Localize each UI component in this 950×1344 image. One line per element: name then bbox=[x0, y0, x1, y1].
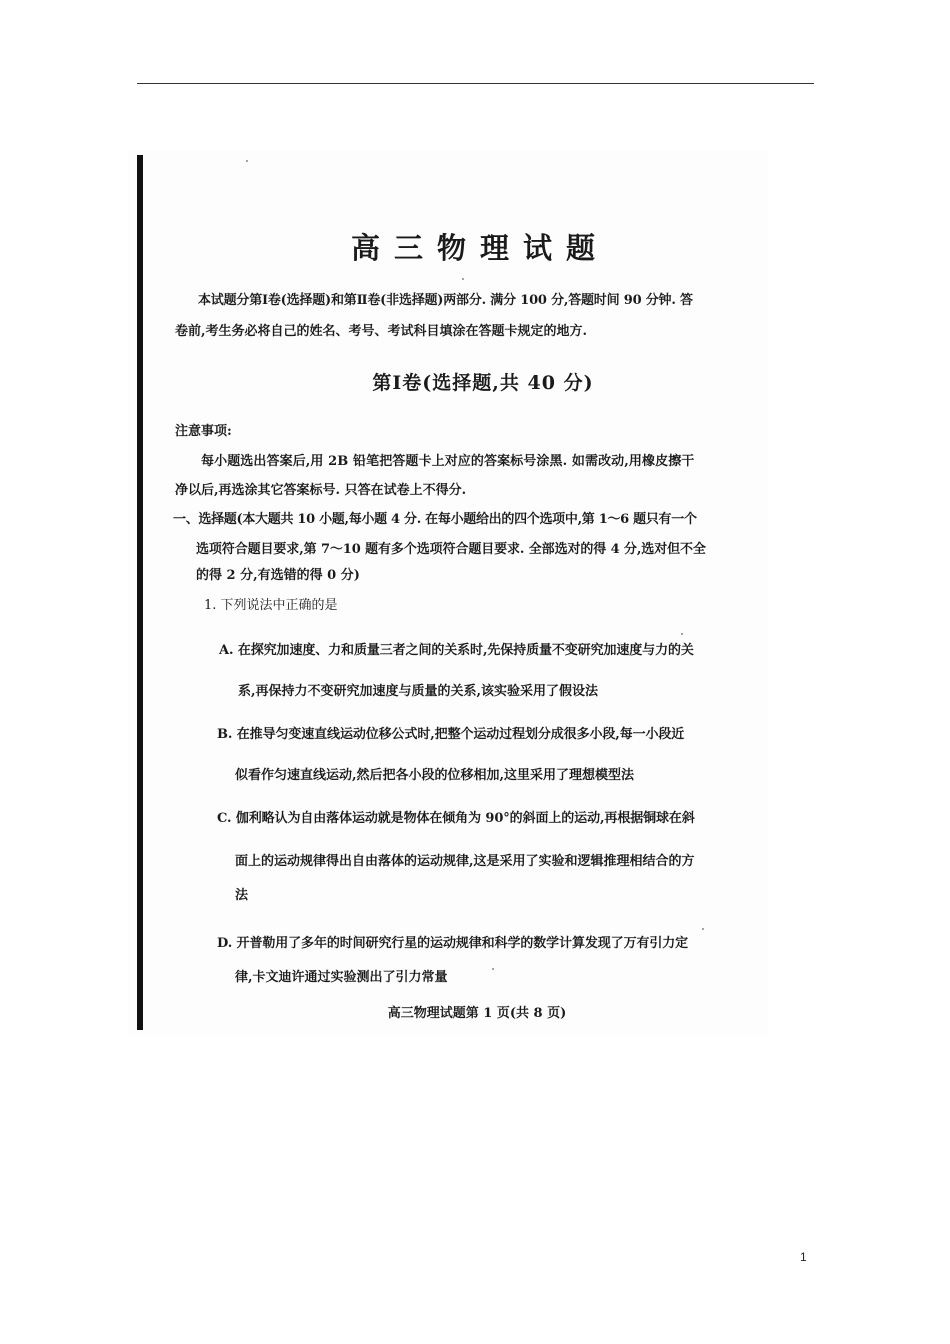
notice-heading: 注意事项: bbox=[175, 424, 232, 439]
intro-line: 卷前,考生务必将自己的姓名、考号、考试科目填涂在答题卡规定的地方. bbox=[175, 324, 588, 339]
scanned-exam-page bbox=[128, 150, 768, 1035]
scan-page-footer: 高三物理试题第 1 页(共 8 页) bbox=[387, 1006, 567, 1021]
option-a-continued: 系,再保持力不变研究加速度与质量的关系,该实验采用了假设法 bbox=[238, 684, 599, 699]
scan-speck bbox=[681, 633, 683, 635]
option-b-continued: 似看作匀速直线运动,然后把各小段的位移相加,这里采用了理想模型法 bbox=[235, 768, 635, 783]
option-b: B. 在推导匀变速直线运动位移公式时,把整个运动过程划分成很多小段,每一小段近 bbox=[217, 727, 685, 742]
part-one-instructions: 的得 2 分,有选错的得 0 分) bbox=[196, 568, 360, 583]
scan-speck bbox=[246, 160, 248, 162]
scan-speck bbox=[702, 928, 704, 930]
option-d-continued: 律,卡文迪许通过实验测出了引力常量 bbox=[235, 970, 448, 985]
exam-title: 高三物理试题 bbox=[350, 231, 609, 265]
intro-line: 本试题分第Ⅰ卷(选择题)和第Ⅱ卷(非选择题)两部分. 满分 100 分,答题时间 90 分钟. 答 bbox=[198, 293, 693, 308]
question-1-stem: 1. 下列说法中正确的是 bbox=[204, 598, 338, 613]
scan-speck bbox=[462, 278, 464, 280]
page-number: 1 bbox=[800, 1250, 807, 1264]
section-title: 第Ⅰ卷(选择题,共 40 分) bbox=[372, 372, 594, 394]
option-d: D. 开普勒用了多年的时间研究行星的运动规律和科学的数学计算发现了万有引力定 bbox=[217, 936, 689, 951]
option-c-continued: 面上的运动规律得出自由落体的运动规律,这是采用了实验和逻辑推理相结合的方 bbox=[235, 854, 695, 869]
notice-line: 净以后,再选涂其它答案标号. 只答在试卷上不得分. bbox=[175, 483, 467, 498]
header-rule bbox=[137, 83, 814, 84]
part-one-instructions: 选项符合题目要求,第 7～10 题有多个选项符合题目要求. 全部选对的得 4 分,选对但不全 bbox=[196, 542, 706, 557]
option-a: A. 在探究加速度、力和质量三者之间的关系时,先保持质量不变研究加速度与力的关 bbox=[219, 643, 694, 658]
option-c-continued: 法 bbox=[235, 888, 249, 903]
notice-line: 每小题选出答案后,用 2B 铅笔把答题卡上对应的答案标号涂黑. 如需改动,用橡皮擦干 bbox=[201, 454, 695, 469]
option-c: C. 伽利略认为自由落体运动就是物体在倾角为 90°的斜面上的运动,再根据铜球在斜 bbox=[217, 811, 695, 826]
part-one-instructions: 一、选择题(本大题共 10 小题,每小题 4 分. 在每小题给出的四个选项中,第 1～6 题只有一个 bbox=[173, 512, 697, 527]
scan-binding-edge bbox=[137, 155, 143, 1030]
scan-speck bbox=[492, 968, 494, 970]
